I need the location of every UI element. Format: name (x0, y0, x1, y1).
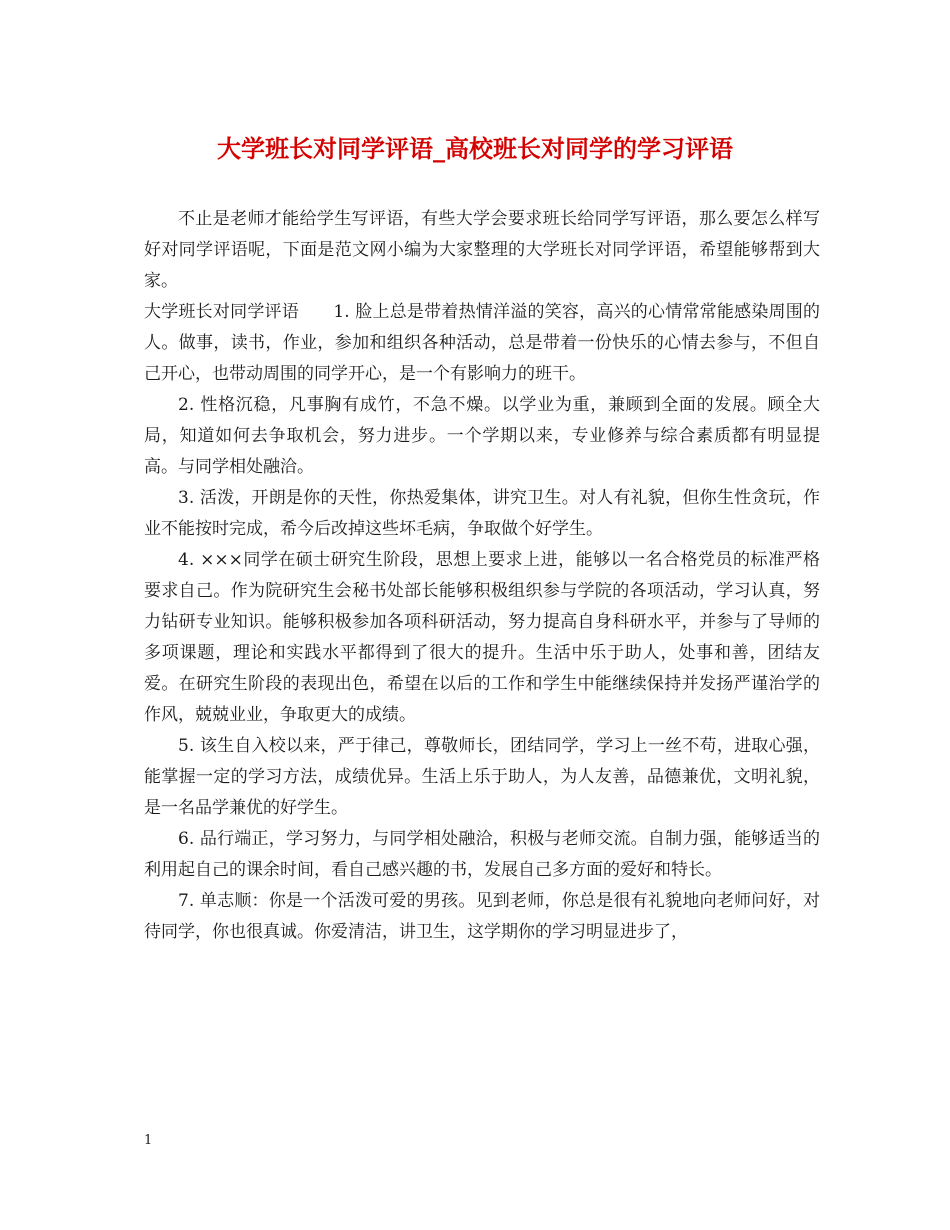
intro-paragraph: 不止是老师才能给学生写评语，有些大学会要求班长给同学写评语，那么要怎么样写好对同学评语呢，下面是范文网小编为大家整理的大学班长对同学评语，希望能够帮到大家。 (144, 209, 820, 291)
page-number: 1 (144, 1133, 153, 1148)
comment-paragraph-5: 5. 该生自入校以来，严于律己，尊敬师长，团结同学，学习上一丝不苟，进取心强，能掌握一定的学习方法，成绩优异。生活上乐于助人，为人友善，品德兼优，文明礼貌，是一名品学兼优的好学生。 (144, 736, 820, 818)
comment-paragraph-2: 2. 性格沉稳，凡事胸有成竹，不急不燥。以学业为重，兼顾到全面的发展。顾全大局，知道如何去争取机会，努力进步。一个学期以来，专业修养与综合素质都有明显提高。与同学相处融洽。 (144, 395, 820, 477)
comment-paragraph-1: 大学班长对同学评语 1. 脸上总是带着热情洋溢的笑容，高兴的心情常常能感染周围的人。做事，读书，作业，参加和组织各种活动，总是带着一份快乐的心情去参与，不但自己开心，也带动周围的同学开心，是一个有影响力的班干。 (144, 302, 820, 384)
document-title: 大学班长对同学评语_高校班长对同学的学习评语 (217, 134, 733, 163)
comment-paragraph-6: 6. 品行端正，学习努力，与同学相处融洽，积极与老师交流。自制力强，能够适当的利用起自己的课余时间，看自己感兴趣的书，发展自己多方面的爱好和特长。 (144, 829, 820, 880)
document-body (144, 204, 820, 948)
comment-paragraph-4: 4. ×××同学在硕士研究生阶段，思想上要求上进，能够以一名合格党员的标准严格要求自己。作为院研究生会秘书处部长能够积极组织参与学院的各项活动，学习认真，努力钻研专业知识。能够积极参加各项科研活动，努力提高自身科研水平，并参与了导师的多项课题，理论和实践水平都得到了很大的提升。生活中乐于助人，处事和善，团结友爱。在研究生阶段的表现出色，希望在以后的工作和学生中能继续保持并发扬严谨治学的作风，兢兢业业，争取更大的成绩。 (144, 550, 820, 725)
comment-paragraph-7: 7. 单志顺：你是一个活泼可爱的男孩。见到老师，你总是很有礼貌地向老师问好，对待同学，你也很真诚。你爱清洁，讲卫生，这学期你的学习明显进步了， (144, 891, 820, 942)
comment-paragraph-3: 3. 活泼，开朗是你的天性，你热爱集体，讲究卫生。对人有礼貌，但你生性贪玩，作业不能按时完成，希今后改掉这些坏毛病，争取做个好学生。 (144, 488, 820, 539)
